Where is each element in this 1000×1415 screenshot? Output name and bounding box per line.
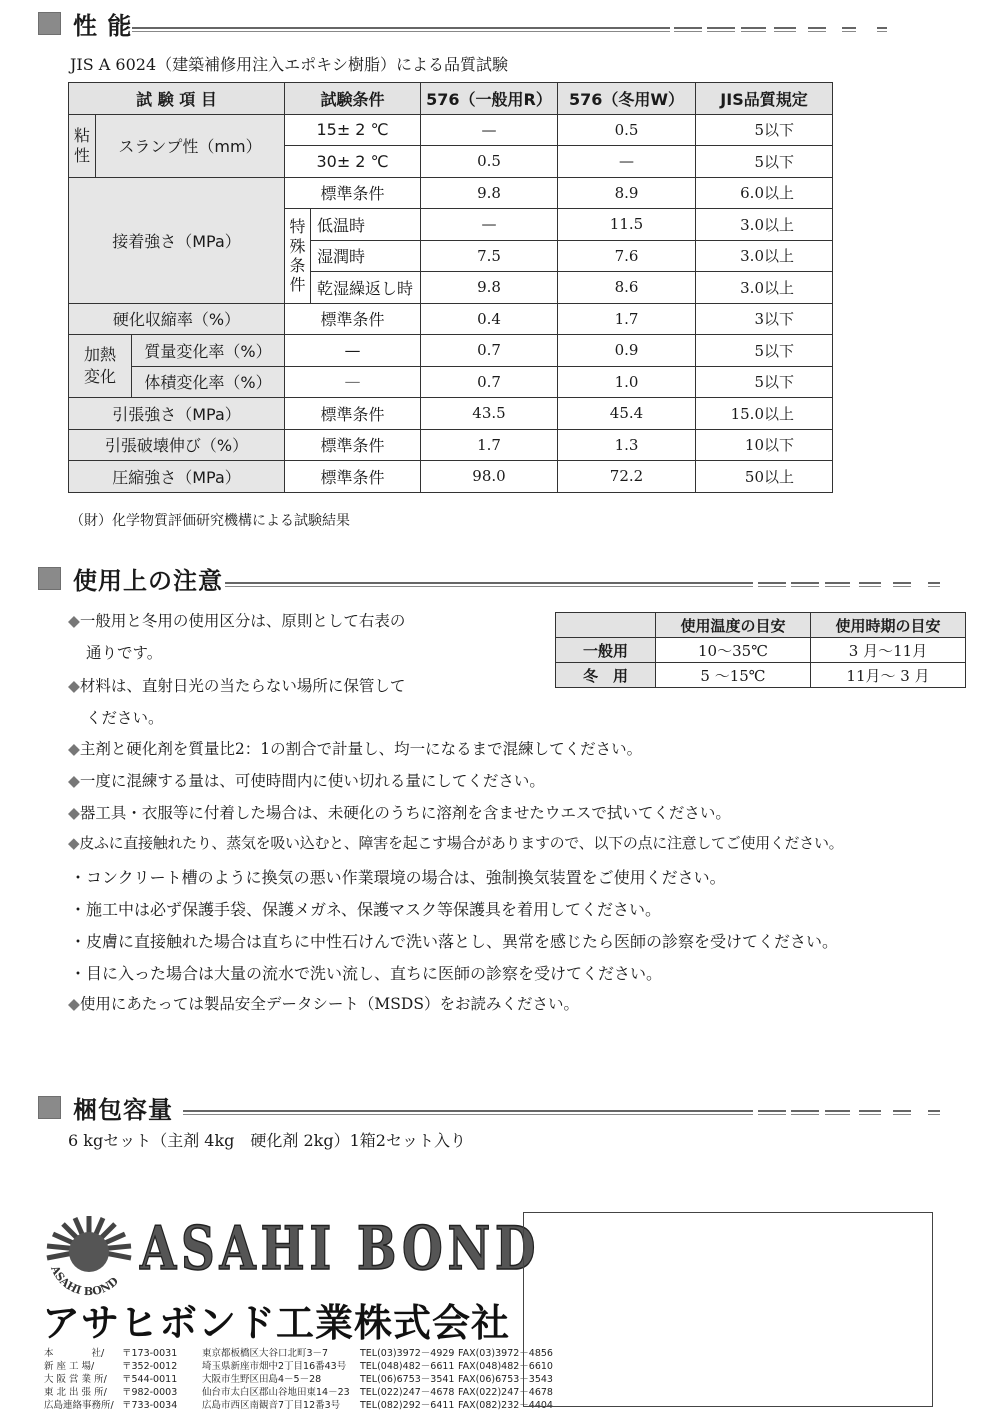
table-row	[556, 663, 966, 688]
condition-cell: 30± 2 ℃	[285, 146, 421, 178]
header-period-guide: 使用時期の目安	[811, 613, 966, 638]
note-item: ◆皮ふに直接触れたり、蒸気を吸い込むと、障害を起こす場合がありますので、以下の点に注意してご使用ください。	[68, 834, 844, 852]
header-test-item: 試 験 項 目	[69, 83, 285, 115]
sun-emblem-logo	[42, 1214, 136, 1296]
value-576r: 1.7	[421, 429, 558, 461]
office-address: 本 社/ 〒173-0031 東京都板橋区大谷口北町3－7 TEL(03)3972－4929 FAX(03)3972－4856	[44, 1348, 553, 1359]
value-576r: 9.8	[421, 272, 558, 304]
diamond-bullet-icon: ◆	[68, 677, 80, 695]
condition-cell: 低温時	[311, 209, 421, 241]
value-576r: 0.7	[421, 366, 558, 398]
dealer-stamp-box	[523, 1212, 933, 1407]
diamond-bullet-icon: ◆	[68, 804, 80, 822]
performance-footnote: （財）化学物質評価研究機構による試験結果	[70, 513, 350, 529]
condition-cell: 標準条件	[285, 177, 421, 209]
value-576w: —	[558, 146, 696, 178]
value-576w: 0.5	[558, 114, 696, 146]
condition-cell: —	[285, 366, 421, 398]
header-empty	[556, 613, 656, 638]
value-jis: 10以下	[696, 429, 833, 461]
value-jis: 50以上	[696, 461, 833, 493]
value-576w: 7.6	[558, 240, 696, 272]
heading-square-icon	[38, 567, 61, 590]
condition-cell: 標準条件	[285, 398, 421, 430]
value-576r: 0.7	[421, 335, 558, 367]
header-test-condition: 試験条件	[285, 83, 421, 115]
value-jis: 3.0以上	[696, 272, 833, 304]
value-576w: 8.9	[558, 177, 696, 209]
note-item: ◆主剤と硬化剤を質量比2：1の割合で計量し、均一になるまで混練してください。	[68, 740, 643, 758]
note-item: ◆一度に混練する量は、可使時間内に使い切れる量にしてください。	[68, 772, 545, 790]
heading-rule	[183, 1110, 963, 1116]
packaging-text: 6 kgセット（主剤 4kg 硬化剤 2kg）1箱2セット入り	[68, 1131, 466, 1150]
condition-cell: 標準条件	[285, 303, 421, 335]
table-row	[69, 335, 833, 367]
table-row	[69, 177, 833, 209]
value-576r: —	[421, 209, 558, 241]
condition-cell: 15± 2 ℃	[285, 114, 421, 146]
packaging-section-heading	[38, 1092, 173, 1122]
value-576r: 98.0	[421, 461, 558, 493]
item-label: 接着強さ（MPa）	[69, 177, 285, 303]
value-576w: 8.6	[558, 272, 696, 304]
period-value: 3 月～11月	[811, 638, 966, 663]
table-header-row	[69, 83, 833, 115]
note-item-continued: ください。	[86, 709, 164, 727]
heading-square-icon	[38, 1096, 61, 1119]
office-address: 大 阪 営 業 所/ 〒544-0011 大阪市生野区田島4－5－28 TEL(06)6753－3541 FAX(06)6753－3543	[44, 1374, 553, 1385]
precautions-title: 使用上の注意	[73, 566, 223, 595]
condition-cell: 標準条件	[285, 429, 421, 461]
packaging-title: 梱包容量	[73, 1095, 173, 1124]
value-576r: 0.4	[421, 303, 558, 335]
value-576w: 11.5	[558, 209, 696, 241]
heading-square-icon	[38, 12, 61, 35]
value-576w: 1.0	[558, 366, 696, 398]
note-item-continued: 通りです。	[86, 644, 163, 662]
condition-cell: —	[285, 335, 421, 367]
item-label: 体積変化率（%）	[144, 373, 272, 393]
note-item: ◆一般用と冬用の使用区分は、原則として右表の	[68, 612, 406, 630]
asahi-bond-wordmark: ASAHI BOND	[140, 1214, 541, 1284]
value-jis: 5以下	[696, 335, 833, 367]
value-jis: 3以下	[696, 303, 833, 335]
value-576w: 1.7	[558, 303, 696, 335]
caution-bullet: ・皮膚に直接触れた場合は直ちに中性石けんで洗い落とし、異常を感じたら医師の診察を受けてください。	[70, 932, 839, 951]
value-jis: 6.0以上	[696, 177, 833, 209]
item-label: 引張強さ（MPa）	[69, 398, 285, 430]
item-label: 引張破壊伸び（%）	[69, 429, 285, 461]
item-label: 圧縮強さ（MPa）	[69, 461, 285, 493]
table-row	[69, 303, 833, 335]
condition-cell: 湿潤時	[311, 240, 421, 272]
row-label: 一般用	[556, 638, 656, 663]
usage-guide-table	[555, 612, 966, 688]
temp-value: 5 ～15℃	[656, 663, 811, 688]
table-row	[69, 429, 833, 461]
performance-subtitle: JIS A 6024（建築補修用注入エポキシ樹脂）による品質試験	[70, 55, 508, 74]
office-address: 広島連絡事務所/ 〒733-0034 広島市西区南観音7丁目12番3号 TEL(082)292－6411 FAX(082)232－4404	[44, 1400, 553, 1411]
diamond-bullet-icon: ◆	[68, 612, 80, 630]
header-temp-guide: 使用温度の目安	[656, 613, 811, 638]
note-item: ◆材料は、直射日光の当たらない場所に保管して	[68, 677, 406, 695]
diamond-bullet-icon: ◆	[68, 740, 80, 758]
table-row	[69, 461, 833, 493]
table-row	[69, 398, 833, 430]
header-jis-standard: JIS品質規定	[696, 83, 833, 115]
note-item: ◆使用にあたっては製品安全データシート（MSDS）をお読みください。	[68, 995, 579, 1013]
item-label: スランプ性（mm）	[96, 114, 285, 177]
row-label: 冬 用	[556, 663, 656, 688]
value-576w: 72.2	[558, 461, 696, 493]
value-jis: 5以下	[696, 146, 833, 178]
header-576-winter: 576（冬用W）	[558, 83, 696, 115]
value-576r: 7.5	[421, 240, 558, 272]
office-address: 新 座 工 場/ 〒352-0012 埼玉県新座市畑中2丁目16番43号 TEL(048)482－6611 FAX(048)482－6610	[44, 1361, 553, 1372]
value-576r: 0.5	[421, 146, 558, 178]
caution-bullet: ・施工中は必ず保護手袋、保護メガネ、保護マスク等保護具を着用してください。	[70, 900, 662, 919]
precautions-section-heading	[38, 563, 223, 593]
item-label: 質量変化率（%）	[132, 335, 284, 367]
group-label-special-conditions: 特殊条件	[285, 209, 311, 304]
group-label-viscosity: 粘性	[69, 114, 96, 177]
value-576r: —	[421, 114, 558, 146]
value-576w: 0.9	[558, 335, 696, 367]
value-jis: 3.0以上	[696, 240, 833, 272]
emblem-text: ASAHI BOND	[48, 1263, 121, 1296]
performance-title: 性 能	[73, 11, 133, 40]
diamond-bullet-icon: ◆	[68, 834, 80, 852]
heat-change-group	[69, 335, 285, 398]
value-576r: 9.8	[421, 177, 558, 209]
heading-rule	[225, 582, 965, 588]
table-row	[556, 638, 966, 663]
table-header-row	[556, 613, 966, 638]
group-label-heat-change: 加熱変化	[69, 335, 132, 397]
diamond-bullet-icon: ◆	[68, 772, 80, 790]
value-576w: 45.4	[558, 398, 696, 430]
value-jis: 3.0以上	[696, 209, 833, 241]
period-value: 11月～ 3 月	[811, 663, 966, 688]
performance-section-heading	[38, 8, 132, 38]
value-576w: 1.3	[558, 429, 696, 461]
value-jis: 15.0以上	[696, 398, 833, 430]
performance-table	[68, 82, 833, 493]
value-jis: 5以下	[696, 114, 833, 146]
caution-bullet: ・コンクリート槽のように換気の悪い作業環境の場合は、強制換気装置をご使用ください。	[70, 868, 726, 887]
temp-value: 10～35℃	[656, 638, 811, 663]
table-row	[69, 114, 833, 146]
heading-rule	[132, 27, 962, 33]
office-address: 東 北 出 張 所/ 〒982-0003 仙台市太白区郡山谷地田東14－23 TEL(022)247－4678 FAX(022)247－4678	[44, 1387, 553, 1398]
value-576r: 43.5	[421, 398, 558, 430]
header-576-general: 576（一般用R）	[421, 83, 558, 115]
company-name: アサヒボンド工業株式会社	[42, 1301, 511, 1345]
diamond-bullet-icon: ◆	[68, 995, 80, 1013]
item-label: 硬化収縮率（%）	[69, 303, 285, 335]
note-item: ◆器工具・衣服等に付着した場合は、未硬化のうちに溶剤を含ませたウエスで拭いてください。	[68, 804, 731, 822]
value-jis: 5以下	[696, 366, 833, 398]
caution-bullet: ・目に入った場合は大量の流水で洗い流し、直ちに医師の診察を受けてください。	[70, 964, 663, 983]
condition-cell: 標準条件	[285, 461, 421, 493]
condition-cell: 乾湿繰返し時	[311, 272, 421, 304]
